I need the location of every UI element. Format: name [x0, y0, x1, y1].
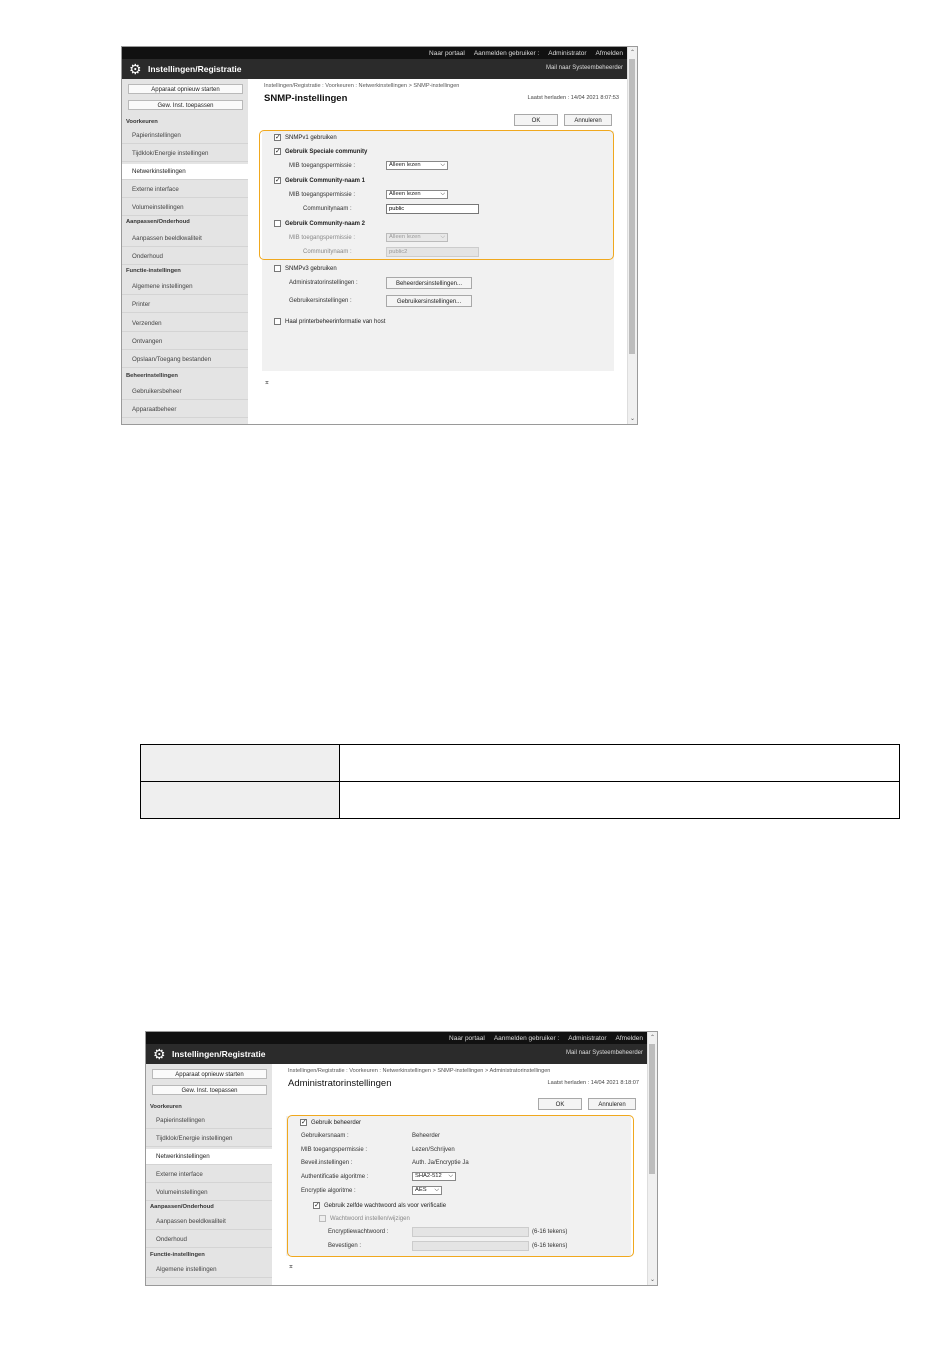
community2-name-label: Communitynaam :	[303, 249, 352, 255]
sidebar-item-image-quality[interactable]: Aanpassen beeldkwaliteit	[122, 231, 248, 247]
mib-select-community1-value: Alleen lezen	[389, 191, 421, 197]
snmpv3-checkbox[interactable]	[274, 265, 281, 272]
breadcrumb: Instellingen/Registratie : Voorkeuren : Netwerkinstellingen > SNMP-instellingen	[264, 83, 460, 89]
confirm-password-hint: (6-16 tekens)	[532, 1243, 568, 1249]
restart-device-button[interactable]: Apparaat opnieuw starten	[128, 84, 243, 94]
app-header	[122, 59, 637, 79]
sidebar-item-external-interface[interactable]: Externe interface	[146, 1167, 272, 1183]
community2-checkbox[interactable]	[274, 220, 281, 227]
scroll-down-icon[interactable]: ⌄	[629, 416, 636, 422]
sidebar-item-volume[interactable]: Volumeinstellingen	[146, 1185, 272, 1201]
table-row	[141, 745, 900, 782]
same-password-label: Gebruik zelfde wachtwoord als voor verificatie	[324, 1202, 447, 1209]
sidebar-item-printer[interactable]: Printer	[122, 297, 248, 313]
scrollbar-thumb[interactable]	[649, 1044, 655, 1174]
cancel-button[interactable]: Annuleren	[588, 1098, 636, 1110]
sidebar-item-user-management[interactable]: Gebruikersbeheer	[122, 384, 248, 400]
to-top-icon[interactable]: ⌅	[264, 379, 270, 386]
last-updated: Laatst herladen : 14/04 2021 8:07:53	[527, 95, 619, 101]
sidebar-item-image-quality[interactable]: Aanpassen beeldkwaliteit	[146, 1214, 272, 1230]
sidebar-item-paper[interactable]: Papierinstellingen	[146, 1113, 272, 1129]
logout-link[interactable]: Afmelden	[615, 1034, 643, 1042]
sidebar-section-voorkeuren: Voorkeuren	[126, 119, 158, 125]
mib-label-community2: MIB toegangspermissie :	[289, 235, 356, 241]
mib-label-dedicated: MIB toegangspermissie :	[289, 163, 356, 169]
sidebar-item-device-management[interactable]: Apparaatbeheer	[122, 402, 248, 418]
table-row	[141, 782, 900, 819]
mib-value: Lezen/Schrijven	[412, 1147, 455, 1153]
logout-link[interactable]: Afmelden	[595, 49, 623, 57]
portal-link[interactable]: Naar portaal	[429, 49, 465, 57]
sidebar-section-functions: Functie-instellingen	[150, 1252, 205, 1258]
mib-select-community2-value: Alleen lezen	[389, 234, 421, 240]
mail-admin-link[interactable]: Mail naar Systeembeheerder	[545, 65, 623, 71]
snmpv3-label: SNMPv3 gebruiken	[285, 265, 337, 272]
table-header-cell	[141, 745, 340, 782]
empty-table	[140, 744, 900, 819]
page-title: Administratorinstellingen	[288, 1078, 392, 1089]
enc-alg-label: Encryptie algoritme :	[301, 1188, 356, 1194]
printer-mgmt-checkbox[interactable]	[274, 318, 281, 325]
sidebar-section-voorkeuren: Voorkeuren	[150, 1104, 182, 1110]
sidebar-item-general[interactable]: Algemene instellingen	[122, 279, 248, 295]
use-admin-checkbox[interactable]: ✓	[301, 1119, 307, 1126]
login-user-label: Aanmelden gebruiker :	[493, 1034, 560, 1042]
ok-button[interactable]: OK	[538, 1098, 582, 1110]
mail-admin-link[interactable]: Mail naar Systeembeheerder	[565, 1050, 643, 1056]
gear-icon: ⚙	[153, 1046, 166, 1062]
community1-label: Gebruik Community-naam 1	[285, 177, 366, 184]
mib-label: MIB toegangspermissie :	[301, 1147, 368, 1153]
snmpv3-row[interactable]	[274, 265, 337, 272]
cancel-button[interactable]: Annuleren	[564, 114, 612, 126]
sidebar-section-functions: Functie-instellingen	[126, 268, 181, 274]
apply-settings-button[interactable]: Gew. Inst. toepassen	[128, 100, 243, 110]
set-password-label: Wachtwoord instellen/wijzigen	[330, 1215, 410, 1222]
chevron-down-icon: ⌵	[434, 1187, 439, 1193]
confirm-label: Bevestigen :	[328, 1243, 362, 1249]
snmpv1-checkbox[interactable]: ✓	[275, 134, 281, 141]
ok-button[interactable]: OK	[514, 114, 558, 126]
community1-name-input[interactable]	[386, 204, 479, 214]
table-cell	[340, 745, 900, 782]
use-admin-label: Gebruik beheerder	[311, 1119, 362, 1126]
top-bar	[122, 47, 637, 59]
main-content	[272, 1064, 647, 1285]
user-name: Administrator	[568, 1034, 607, 1042]
chevron-down-icon: ⌵	[440, 191, 445, 197]
scrollbar[interactable]	[647, 1032, 657, 1285]
community1-name-label: Communitynaam :	[303, 206, 352, 212]
auth-alg-select[interactable]	[412, 1172, 456, 1181]
dedicated-community-row[interactable]	[274, 148, 367, 155]
sidebar	[146, 1064, 272, 1285]
printer-mgmt-label: Haal printerbeheerinformatie van host	[285, 318, 386, 325]
community1-row[interactable]	[274, 177, 365, 184]
enc-password-label: Encryptiewachtwoord :	[328, 1229, 389, 1235]
table-cell	[340, 782, 900, 819]
dedicated-community-label: Gebruik Speciale community	[285, 148, 368, 155]
apply-settings-button[interactable]: Gew. Inst. toepassen	[152, 1085, 267, 1095]
sidebar-item-timer-energy[interactable]: Tijdklok/Energie instellingen	[146, 1131, 272, 1147]
enc-alg-select-value: AES	[415, 1187, 427, 1193]
chevron-down-icon: ⌵	[440, 162, 445, 168]
sidebar-item-store-access[interactable]: Opslaan/Toegang bestanden	[122, 352, 248, 368]
sidebar-section-management: Beheerinstellingen	[126, 373, 178, 379]
sidebar-item-timer-energy[interactable]: Tijdklok/Energie instellingen	[122, 146, 248, 162]
same-password-row[interactable]	[313, 1202, 446, 1209]
use-admin-row[interactable]	[300, 1119, 361, 1126]
enc-alg-select[interactable]	[412, 1186, 442, 1195]
sidebar-section-maintenance: Aanpassen/Onderhoud	[150, 1204, 214, 1210]
sidebar-item-volume[interactable]: Volumeinstellingen	[122, 200, 248, 216]
community2-name-input[interactable]	[386, 247, 479, 257]
sidebar-item-maintenance[interactable]: Onderhoud	[122, 249, 248, 265]
sidebar-item-receive[interactable]: Ontvangen	[122, 334, 248, 350]
administrator-settings-screenshot	[145, 1031, 658, 1286]
admin-settings-label: Administratorinstellingen :	[289, 280, 358, 286]
auth-alg-select-value: SHA2-512	[415, 1173, 442, 1179]
dedicated-community-checkbox[interactable]: ✓	[275, 148, 281, 155]
set-password-checkbox[interactable]	[319, 1215, 326, 1222]
mib-select-dedicated-value: Alleen lezen	[389, 162, 421, 168]
admin-settings-button[interactable]: Beheerdersinstellingen...	[386, 277, 472, 289]
enc-password-input[interactable]	[412, 1227, 529, 1237]
top-bar	[146, 1032, 657, 1044]
auth-alg-label: Authentificatie algoritme :	[301, 1174, 369, 1180]
app-header	[146, 1044, 657, 1064]
mib-select-community2[interactable]	[386, 233, 448, 242]
page-title: SNMP-instellingen	[264, 93, 348, 104]
enc-password-hint: (6-16 tekens)	[532, 1229, 568, 1235]
sidebar	[122, 79, 248, 424]
app-title: Instellingen/Registratie	[172, 1049, 266, 1059]
table-header-cell	[141, 782, 340, 819]
scroll-up-icon[interactable]: ⌃	[629, 50, 636, 56]
sidebar-item-send[interactable]: Verzenden	[122, 316, 248, 332]
same-password-checkbox[interactable]: ✓	[314, 1202, 320, 1209]
confirm-password-input[interactable]	[412, 1241, 529, 1251]
scroll-up-icon[interactable]: ⌃	[649, 1035, 656, 1041]
login-user-label: Aanmelden gebruiker :	[473, 49, 540, 57]
username-label: Gebruikersnaam :	[301, 1133, 349, 1139]
mib-label-community1: MIB toegangspermissie :	[289, 192, 356, 198]
snmpv1-row[interactable]	[274, 134, 337, 141]
security-label: Beveil.instellingen :	[301, 1160, 353, 1166]
set-password-row[interactable]	[319, 1215, 410, 1222]
community2-row[interactable]	[274, 220, 365, 227]
main-content	[248, 79, 627, 424]
gear-icon: ⚙	[129, 61, 142, 77]
security-value: Auth. Ja/Encryptie Ja	[412, 1160, 469, 1166]
snmpv1-label: SNMPv1 gebruiken	[285, 134, 337, 141]
user-name: Administrator	[548, 49, 587, 57]
breadcrumb: Instellingen/Registratie : Voorkeuren : Netwerkinstellingen > SNMP-instellingen > Administratorinstellingen	[288, 1068, 551, 1074]
snmp-settings-screenshot	[121, 46, 638, 425]
scrollbar[interactable]	[627, 47, 637, 424]
mib-select-dedicated[interactable]	[386, 161, 448, 170]
restart-device-button[interactable]: Apparaat opnieuw starten	[152, 1069, 267, 1079]
sidebar-item-network[interactable]: Netwerkinstellingen	[146, 1149, 272, 1165]
to-top-icon[interactable]: ⌅	[288, 1263, 294, 1270]
community1-checkbox[interactable]: ✓	[275, 177, 281, 184]
chevron-down-icon: ⌵	[448, 1173, 453, 1179]
mib-select-community1[interactable]	[386, 190, 448, 199]
printer-mgmt-row[interactable]	[274, 318, 385, 325]
portal-link[interactable]: Naar portaal	[449, 1034, 485, 1042]
sidebar-item-external-interface[interactable]: Externe interface	[122, 182, 248, 198]
sidebar-item-network[interactable]: Netwerkinstellingen	[122, 164, 248, 180]
app-title: Instellingen/Registratie	[148, 64, 242, 74]
scroll-down-icon[interactable]: ⌄	[649, 1277, 656, 1283]
chevron-down-icon: ⌵	[440, 234, 445, 240]
user-settings-button[interactable]: Gebruikersinstellingen...	[386, 295, 472, 307]
user-settings-label: Gebruikersinstellingen :	[289, 298, 352, 304]
community2-label: Gebruik Community-naam 2	[285, 220, 366, 227]
sidebar-item-paper[interactable]: Papierinstellingen	[122, 128, 248, 144]
username-value: Beheerder	[412, 1133, 441, 1139]
sidebar-item-general[interactable]: Algemene instellingen	[146, 1262, 272, 1278]
sidebar-item-maintenance[interactable]: Onderhoud	[146, 1232, 272, 1248]
scrollbar-thumb[interactable]	[629, 59, 635, 354]
sidebar-section-maintenance: Aanpassen/Onderhoud	[126, 219, 190, 225]
last-updated: Laatst herladen : 14/04 2021 8:18:07	[547, 1080, 639, 1086]
